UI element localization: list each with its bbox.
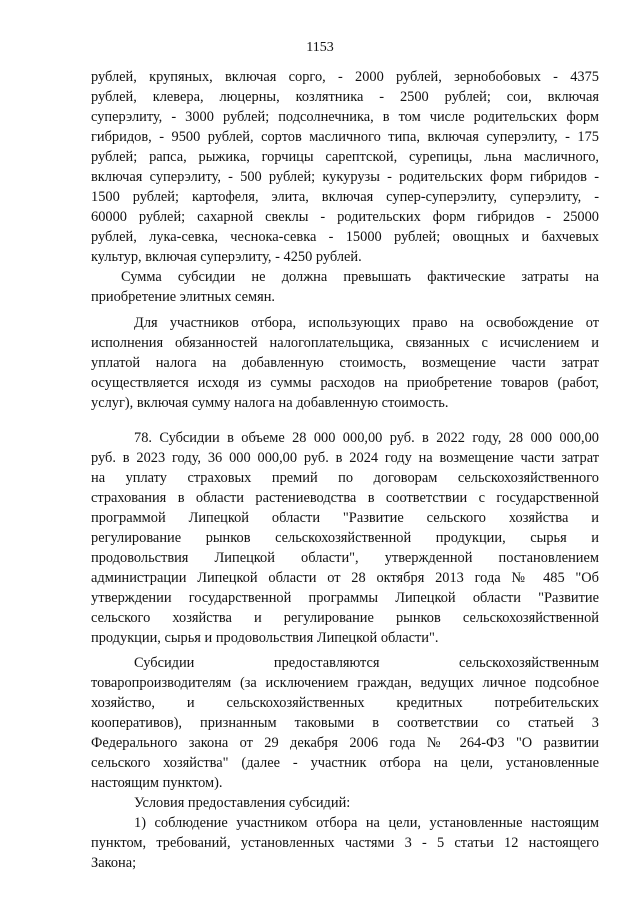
text-line: программой Липецкой области "Развитие сельского хозяйства и xyxy=(91,510,599,526)
text-line: исполнения обязанностей налогоплательщика, связанных с исчислением и xyxy=(91,335,599,351)
text-line: продукции, сырья и продовольствия Липецкой области". xyxy=(91,630,439,646)
text-line: 60000 рублей; сахарной свеклы - родительских форм гибридов - 25000 xyxy=(91,209,599,225)
text-line: Условия предоставления субсидий: xyxy=(134,795,351,811)
text-line: Федерального закона от 29 декабря 2006 года № 264-ФЗ "О развитии xyxy=(91,735,599,751)
text-line: осуществляется исходя из суммы расходов на приобретение товаров (работ, xyxy=(91,375,599,391)
text-line: уплатой налога на добавленную стоимость, возмещение части затрат xyxy=(91,355,599,371)
text-line: Для участников отбора, использующих право на освобождение от xyxy=(134,315,599,331)
text-line: приобретение элитных семян. xyxy=(91,289,275,305)
text-line: рублей, крупяных, включая сорго, - 2000 рублей, зернобобовых - 4375 xyxy=(91,69,599,85)
text-line: регулирование рынков сельскохозяйственной продукции, сырья и xyxy=(91,530,599,546)
text-line: гибридов, - 9500 рублей, сортов масличного типа, включая суперэлиту, - 175 xyxy=(91,129,599,145)
text-line: 78. Субсидии в объеме 28 000 000,00 руб. в 2022 году, 28 000 000,00 xyxy=(134,430,599,446)
text-line: включая суперэлиту, - 500 рублей; кукурузы - родительских форм гибридов - xyxy=(91,169,599,185)
text-line: товаропроизводителям (за исключением граждан, ведущих личное подсобное xyxy=(91,675,599,691)
text-line: 1) соблюдение участником отбора на цели, установленные настоящим xyxy=(134,815,599,831)
text-line: суперэлиту, - 3000 рублей; подсолнечника, в том числе родительских форм xyxy=(91,109,599,125)
text-line: на уплату страховых премий по договорам сельскохозяйственного xyxy=(91,470,599,486)
text-line: настоящим пунктом). xyxy=(91,775,223,791)
text-line: рублей; рапса, рыжика, горчицы сарептской, сурепицы, льна масличного, xyxy=(91,149,599,165)
text-line: услуг), включая сумму налога на добавленную стоимость. xyxy=(91,395,449,411)
text-line: рублей, лука-севка, чеснока-севка - 15000 рублей; овощных и бахчевых xyxy=(91,229,599,245)
page-number: 1153 xyxy=(306,40,334,55)
text-line: рублей, клевера, люцерны, козлятника - 2500 рублей; сои, включая xyxy=(91,89,599,105)
text-line: администрации Липецкой области от 28 октября 2013 года № 485 "Об xyxy=(91,570,599,586)
text-line: 1500 рублей; картофеля, элита, включая супер-суперэлиту, суперэлиту, - xyxy=(91,189,599,205)
text-line: Сумма субсидии не должна превышать фактические затраты на xyxy=(121,269,599,285)
text-line: руб. в 2023 году, 36 000 000,00 руб. в 2024 году на возмещение части затрат xyxy=(91,450,599,466)
text-line: пунктом, требований, установленных частями 3 - 5 статьи 12 настоящего xyxy=(91,835,599,851)
text-line: сельского хозяйства и регулирование рынков сельскохозяйственной xyxy=(91,610,599,626)
text-line: кооперативов), признанным таковыми в соответствии со статьей 3 xyxy=(91,715,599,731)
text-line: страхования в области растениеводства в соответствии с государственной xyxy=(91,490,599,506)
text-line: хозяйство, и сельскохозяйственных кредитных потребительских xyxy=(91,695,599,711)
text-line: сельского хозяйства" (далее - участник отбора на цели, установленные xyxy=(91,755,599,771)
text-line: Закона; xyxy=(91,855,137,871)
text-line: Субсидии предоставляются сельскохозяйственным xyxy=(134,655,599,671)
text-line: культур, включая суперэлиту, - 4250 рублей. xyxy=(91,249,362,265)
text-line: утверждении государственной программы Липецкой области "Развитие xyxy=(91,590,599,606)
text-line: продовольствия Липецкой области", утвержденной постановлением xyxy=(91,550,599,566)
